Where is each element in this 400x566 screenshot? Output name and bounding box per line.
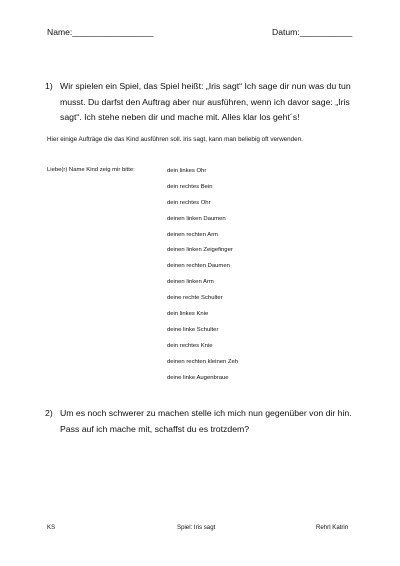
task-item: deinen rechten Daumen [167,263,230,270]
task-item: deine rechte Schulter [167,295,223,302]
instructions-intro: Hier einige Aufträge die das Kind ausführen soll. Iris sagt, kann man beliebig oft verwenden. [47,136,303,143]
task-item: dein rechtes Bein [167,183,213,190]
task-item: deinen linken Daumen [167,215,226,222]
task-item: dein linkes Knie [167,311,209,318]
footer-initials: KS [47,524,56,531]
question-1-number: 1) [45,81,53,91]
task-item: deinen rechten kleinen Zeh [167,358,239,365]
task-item: deinen rechten Arm [167,231,219,238]
task-item: deinen linken Zeigefinger [167,247,233,254]
task-item: dein rechtes Ohr [167,199,211,206]
date-field: Datum:___________ [272,27,353,37]
question-2-number: 2) [45,408,53,418]
task-item: dein linkes Ohr [167,168,207,174]
question-2 [45,406,360,437]
name-field: Name:_________________ [47,27,154,37]
footer-title: Spiel: Iris sagt [177,524,216,531]
task-lead-text: Liebe(r) Name Kind zeig mir bitte: [47,167,135,173]
question-2-text: Um es noch schwerer zu machen stelle ich mich nun gegenüber von dir hin. Pass auf ich mache mit, schaffst du es trotzdem? [60,408,352,434]
footer-author: Rehrl Katrin [316,524,349,531]
question-1 [45,79,360,126]
task-item: dein rechtes Knie [167,342,213,349]
task-item: deine linke Schulter [167,326,219,333]
task-item: deine linke Augenbraue [167,374,229,381]
task-item: deinen linken Arm [167,279,214,286]
task-list [167,167,238,389]
question-1-text: Wir spielen ein Spiel, das Spiel heißt: „Iris sagt“ Ich sage dir nun was du tun musst. Du darfst den Auftrag aber nur ausführen, wenn ich davor sage: „Iris sagt“. Ich stehe neben dir und mache mit. Alles klar los geht´s! [60,81,351,122]
